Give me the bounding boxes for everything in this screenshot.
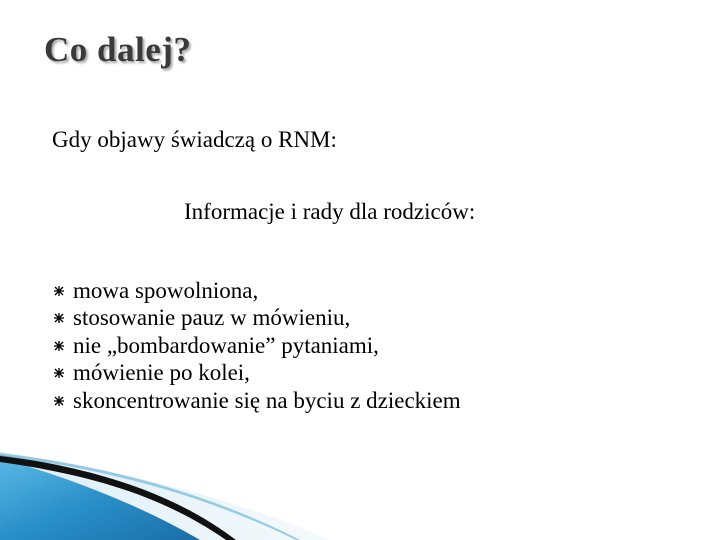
- list-item: [52, 305, 461, 333]
- list-item: [52, 387, 461, 415]
- ornate-bullet-icon: [52, 312, 73, 324]
- intro-text: Gdy objawy świadczą o RNM:: [52, 127, 337, 152]
- ornate-bullet-icon: [52, 395, 73, 407]
- bullet-text: nie „bombardowanie” pytaniami,: [73, 332, 379, 358]
- list-item: [52, 277, 461, 305]
- bullet-text: stosowanie pauz w mówieniu,: [73, 305, 351, 331]
- bullet-text: mowa spowolniona,: [73, 277, 259, 303]
- bullet-text: mówienie po kolei,: [73, 360, 250, 386]
- ornate-bullet-icon: [52, 285, 73, 297]
- slide-title: Co dalej?: [44, 30, 192, 69]
- list-item: [52, 360, 461, 388]
- ornate-bullet-icon: [52, 367, 73, 379]
- subheading: Informacje i rady dla rodziców:: [184, 199, 476, 224]
- list-item: [52, 332, 461, 360]
- bullet-list: [52, 277, 461, 415]
- bullet-text: skoncentrowanie się na byciu z dzieckiem: [73, 387, 461, 413]
- ornate-bullet-icon: [52, 340, 73, 352]
